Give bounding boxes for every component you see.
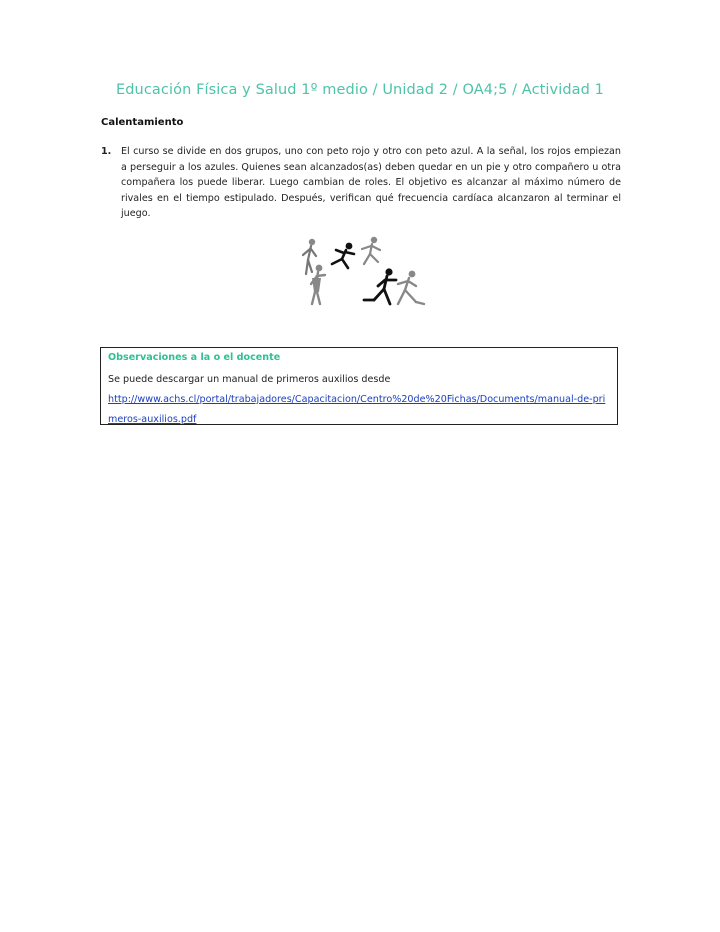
observations-text: Se puede descargar un manual de primeros auxilios desde <box>108 374 391 385</box>
teacher-observations-box <box>100 347 618 425</box>
first-aid-manual-link[interactable]: http://www.achs.cl/portal/trabajadores/Capacitacion/Centro%20de%20Fichas/Documents/manual-de-primeros-auxilios.pdf <box>108 394 606 425</box>
running-children-illustration <box>292 232 434 320</box>
page-title: Educación Física y Salud 1º medio / Unidad 2 / OA4;5 / Actividad 1 <box>115 82 604 98</box>
list-item-text: El curso se divide en dos grupos, uno con peto rojo y otro con peto azul. A la señal, los rojos empiezan a perseguir a los azules. Quienes sean alcanzados(as) deben quedar en un pie y otro compañero u otra compañera los puede liberar. Luego cambian de roles. El objetivo es alcanzar al máximo número de rivales en el tiempo estipulado. Después, verifican qué frecuencia cardíaca alcanzaron al terminar el juego. <box>121 146 621 219</box>
observations-title: Observaciones a la o el docente <box>108 352 281 363</box>
list-item <box>101 144 621 222</box>
section-title: Calentamiento <box>101 117 184 128</box>
list-item-number: 1. <box>101 146 112 157</box>
